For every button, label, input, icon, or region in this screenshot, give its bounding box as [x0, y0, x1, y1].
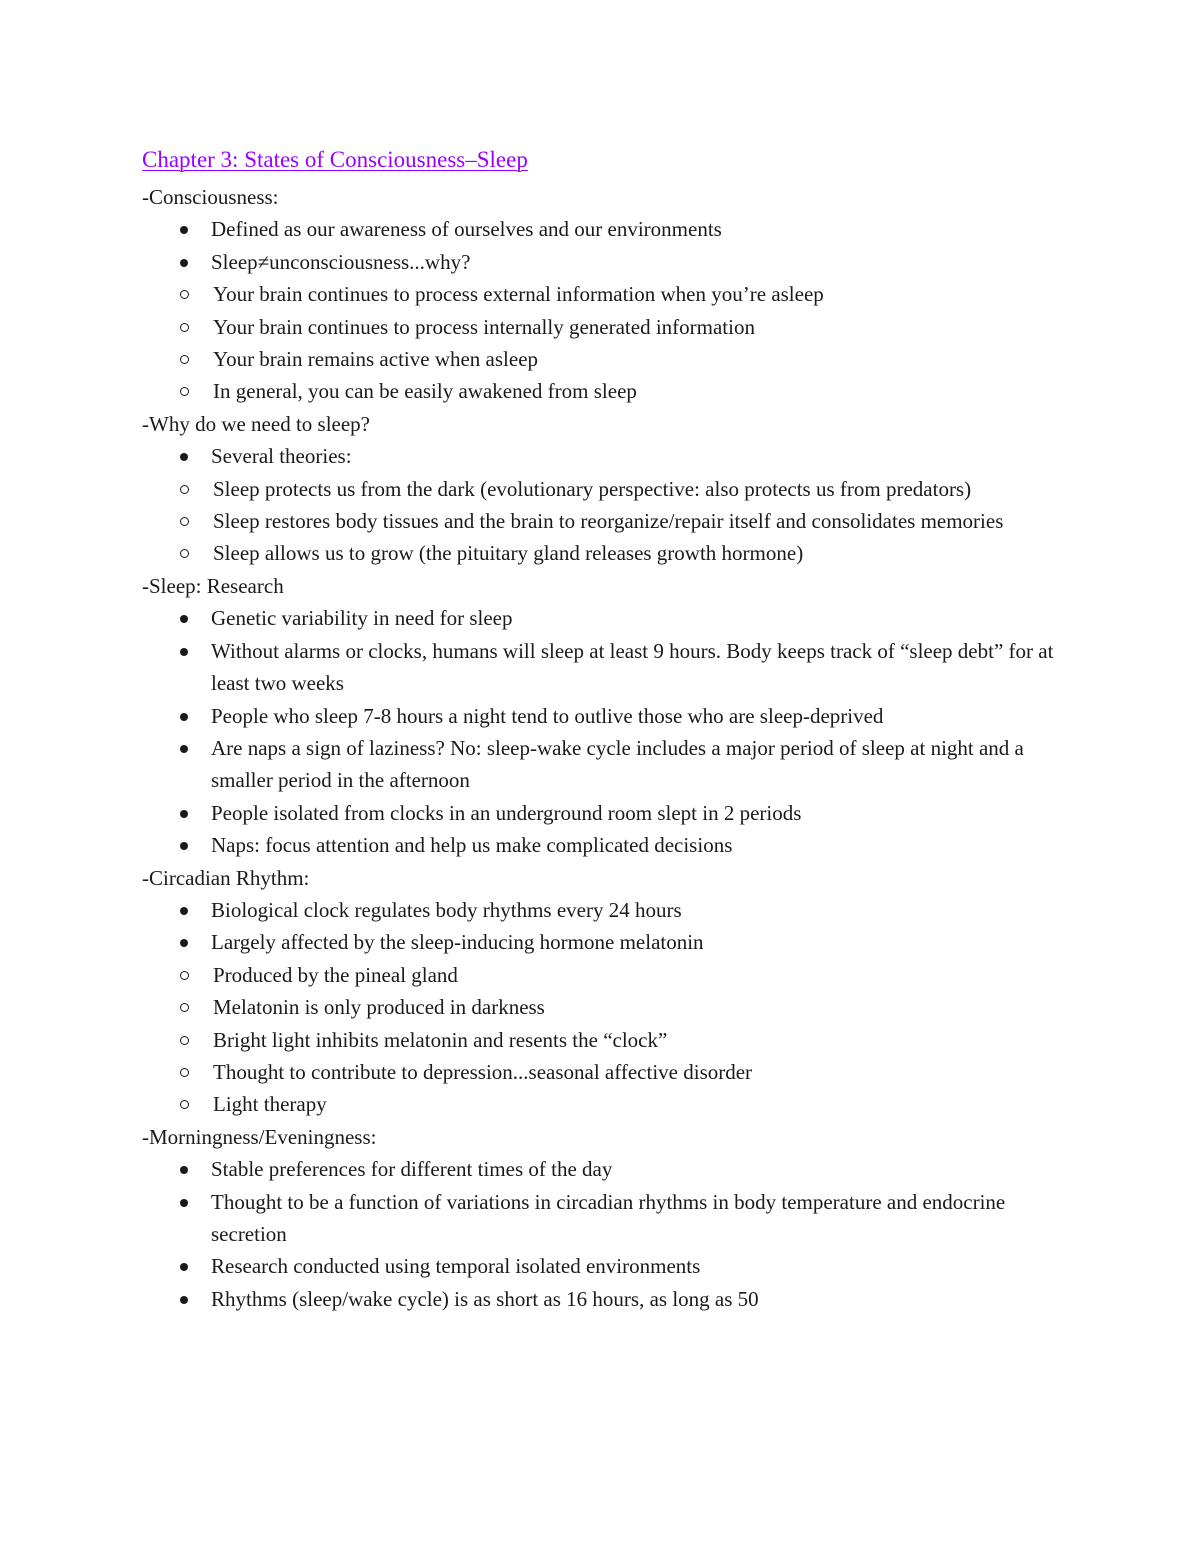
bullet-item — [142, 829, 1062, 861]
notes-body — [142, 181, 1062, 1315]
bullet-list — [142, 440, 1062, 570]
bullet-item — [142, 1250, 1062, 1282]
bullet-item — [142, 1153, 1062, 1185]
bullet-text: Are naps a sign of laziness? No: sleep-wake cycle includes a major period of sleep at night and a smaller period in the afternoon — [211, 735, 1024, 793]
sub-bullet-item: Produced by the pineal gland — [142, 959, 1062, 991]
bullet-text: Several theories: — [211, 444, 352, 469]
bullet-item — [142, 1186, 1062, 1251]
bullet-list — [142, 894, 1062, 1121]
bullet-item — [142, 635, 1062, 700]
sub-bullet-item: Sleep allows us to grow (the pituitary gland releases growth hormone) — [142, 537, 1062, 569]
bullet-item — [142, 797, 1062, 829]
bullet-item — [142, 213, 1062, 245]
bullet-item — [142, 602, 1062, 634]
bullet-text: Biological clock regulates body rhythms every 24 hours — [211, 897, 682, 922]
sub-bullet-item: Thought to contribute to depression...seasonal affective disorder — [142, 1056, 1062, 1088]
section-heading: -Morningness/Eveningness: — [142, 1124, 377, 1149]
bullet-text: Sleep≠unconsciousness...why? — [211, 249, 471, 274]
bullet-item — [142, 700, 1062, 732]
bullet-text: Research conducted using temporal isolated environments — [211, 1254, 701, 1279]
bullet-text: Genetic variability in need for sleep — [211, 606, 513, 631]
bullet-item — [142, 732, 1062, 797]
bullet-item — [142, 926, 1062, 958]
sub-bullet-item: Sleep restores body tissues and the brain to reorganize/repair itself and consolidates memories — [142, 505, 1062, 537]
bullet-list — [142, 213, 1062, 407]
sub-bullet-item: Light therapy — [142, 1088, 1062, 1120]
section-heading: -Circadian Rhythm: — [142, 865, 310, 890]
bullet-item — [142, 894, 1062, 926]
bullet-text: Thought to be a function of variations in circadian rhythms in body temperature and endocrine secretion — [211, 1189, 1006, 1246]
sub-bullet-item: In general, you can be easily awakened from sleep — [142, 375, 1062, 407]
bullet-text: Stable preferences for different times of the day — [211, 1157, 613, 1182]
bullet-item — [142, 440, 1062, 472]
sub-bullet-list — [142, 959, 1062, 1121]
sub-bullet-item: Your brain continues to process internally generated information — [142, 311, 1062, 343]
sub-bullet-item: Sleep protects us from the dark (evolutionary perspective: also protects us from predators) — [142, 473, 1062, 505]
bullet-text: Naps: focus attention and help us make complicated decisions — [211, 833, 733, 858]
page-title: Chapter 3: States of Consciousness–Sleep — [142, 147, 528, 172]
bullet-list — [142, 602, 1062, 861]
sub-bullet-item: Your brain remains active when asleep — [142, 343, 1062, 375]
section-heading: -Consciousness: — [142, 185, 279, 209]
sub-bullet-item: Melatonin is only produced in darkness — [142, 991, 1062, 1023]
sub-bullet-list — [142, 473, 1062, 570]
bullet-text: Without alarms or clocks, humans will sleep at least 9 hours. Body keeps track of “sleep debt” for at least two weeks — [211, 638, 1054, 696]
sub-bullet-list — [142, 278, 1062, 408]
bullet-text: People isolated from clocks in an underground room slept in 2 periods — [211, 800, 802, 825]
bullet-item — [142, 1283, 1062, 1315]
bullet-text: Defined as our awareness of ourselves and our environments — [211, 217, 722, 242]
sub-bullet-item: Your brain continues to process external information when you’re asleep — [142, 278, 1062, 310]
section-heading: -Sleep: Research — [142, 573, 284, 598]
bullet-list — [142, 1153, 1062, 1315]
bullet-text: Rhythms (sleep/wake cycle) is as short as 16 hours, as long as 50 — [211, 1286, 759, 1311]
document-page — [142, 143, 1062, 1315]
section-heading: -Why do we need to sleep? — [142, 411, 370, 436]
sub-bullet-item: Bright light inhibits melatonin and resents the “clock” — [142, 1024, 1062, 1056]
bullet-item — [142, 246, 1062, 278]
bullet-text: Largely affected by the sleep-inducing hormone melatonin — [211, 930, 704, 955]
bullet-text: People who sleep 7-8 hours a night tend to outlive those who are sleep-deprived — [211, 703, 884, 728]
